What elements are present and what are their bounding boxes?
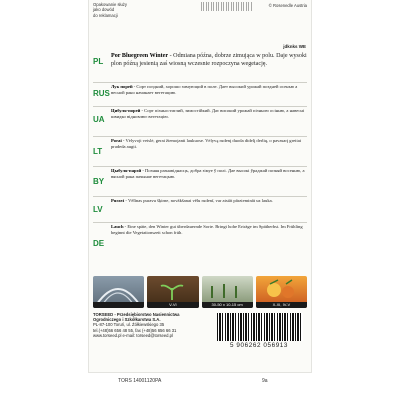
- company-line: PL-87-100 Toruń, ul. Żółkiewskiego 35: [93, 322, 165, 328]
- description-lv: [93, 198, 307, 214]
- tunnel-icon: [93, 276, 144, 308]
- language-code: DE: [93, 239, 105, 248]
- tunnel-caption: [93, 302, 144, 308]
- cultivation-pictograms: [93, 276, 307, 308]
- divider: [93, 136, 307, 137]
- description-pl: [93, 52, 307, 68]
- variety-code: jdknks WE: [283, 44, 306, 49]
- copyright-text: © Rosenedle Austria: [268, 3, 307, 8]
- print-code-left: TORS 14001120PA: [118, 378, 162, 384]
- company-line: Ogrodniczego i Szkółkarstwa S.A.: [93, 317, 161, 323]
- variety-description: - Сорт пізньостиглий, зимостійкий. Дає високий урожай пізньою осінню, а навесні швидко відновлює вегетацію.: [111, 108, 305, 120]
- divider: [93, 166, 307, 167]
- description-rus: [93, 84, 307, 97]
- variety-description: - Odmiana późna, dobrze zimująca w polu. Daje wysoki plon późną jesienią zaś wiosną wczesnie rozpoczyna wegetację.: [111, 53, 307, 67]
- divider: [93, 106, 307, 107]
- variety-description: - Позняя разнавіднасць, добра зімуе ў полі. Дае высокі ўраджай позняй восенню, а вясной рана пачынае вегетацыю.: [111, 168, 305, 180]
- company-line: www.torseed.pl e-mail: torseed@torseed.pl: [93, 332, 173, 338]
- variety-label: Por Bluegreen Winter: [111, 53, 169, 59]
- spacing-icon: [202, 276, 253, 308]
- description-de: [93, 224, 307, 248]
- description-by: [93, 168, 307, 186]
- language-code: LV: [93, 205, 103, 214]
- variety-description: - Eine späte, den Winter gut überdauernde Sorte. Bringt hohe Erträge im Spätherbst. Im Frühling beginnt die Vegetationszeit schon früh.: [111, 224, 303, 236]
- sowing-icon: [147, 276, 198, 308]
- variety-label: Цыбуля-парэй: [111, 168, 142, 173]
- seed-packet-back: [88, 0, 312, 373]
- divider: [93, 196, 307, 197]
- harvest-icon: [256, 276, 307, 308]
- language-code: PL: [93, 57, 104, 66]
- spacing-caption: 30-50 x 10-15 cm: [202, 302, 253, 308]
- company-line: TORSEED - Przedsiębiorstwo Nasiennictwa: [93, 312, 180, 317]
- language-code: RUS: [93, 89, 110, 98]
- variety-description: - Vėlyvoji veislė, gerai žiemojanti laukuose. Vėlyvą rudenį duoda didelį derlių, o pavasarį greitai pradeda augti.: [111, 138, 302, 150]
- company-info: [93, 312, 189, 338]
- variety-label: Lauch: [111, 224, 124, 229]
- note-line: jako dowód: [93, 7, 115, 13]
- note-line: Opakowanie służy: [93, 2, 127, 7]
- language-code: UA: [93, 115, 105, 124]
- divider: [93, 222, 307, 223]
- sowing-caption: V-VI: [147, 302, 198, 308]
- variety-label: Цибуля-порей: [111, 108, 141, 113]
- note-line: do reklamacji: [93, 12, 118, 18]
- language-code: LT: [93, 147, 103, 156]
- divider: [93, 82, 307, 83]
- company-line: tel.(+48)56 656 48 55, fax (+48)56 656 66 31: [93, 327, 177, 333]
- variety-label: Porai: [111, 138, 122, 143]
- barcode-bars: [217, 313, 303, 341]
- language-code: BY: [93, 177, 105, 186]
- harvest-caption: X-XI, IV-V: [256, 302, 307, 308]
- print-code-right: 9a: [262, 378, 268, 384]
- variety-label: Лук порей: [111, 84, 133, 89]
- variety-description: - Сорт поздний, хорошо зимующий в поле. Дает высокий урожай поздней осенью а весной рано начинает вегетацию.: [111, 84, 298, 96]
- variety-description: - Vēlīnas puravu šķirne, novākšanai vēlu rudenī, var atstāt pārziemināt uz lauka.: [124, 198, 273, 203]
- barcode-number: 5 906262 056913: [229, 342, 289, 349]
- variety-label: Puravi: [111, 198, 125, 203]
- description-lt: [93, 138, 307, 156]
- complaint-note: [93, 2, 163, 18]
- top-stripe-pattern: [201, 2, 253, 11]
- description-ua: [93, 108, 307, 124]
- ean-barcode: [213, 313, 305, 349]
